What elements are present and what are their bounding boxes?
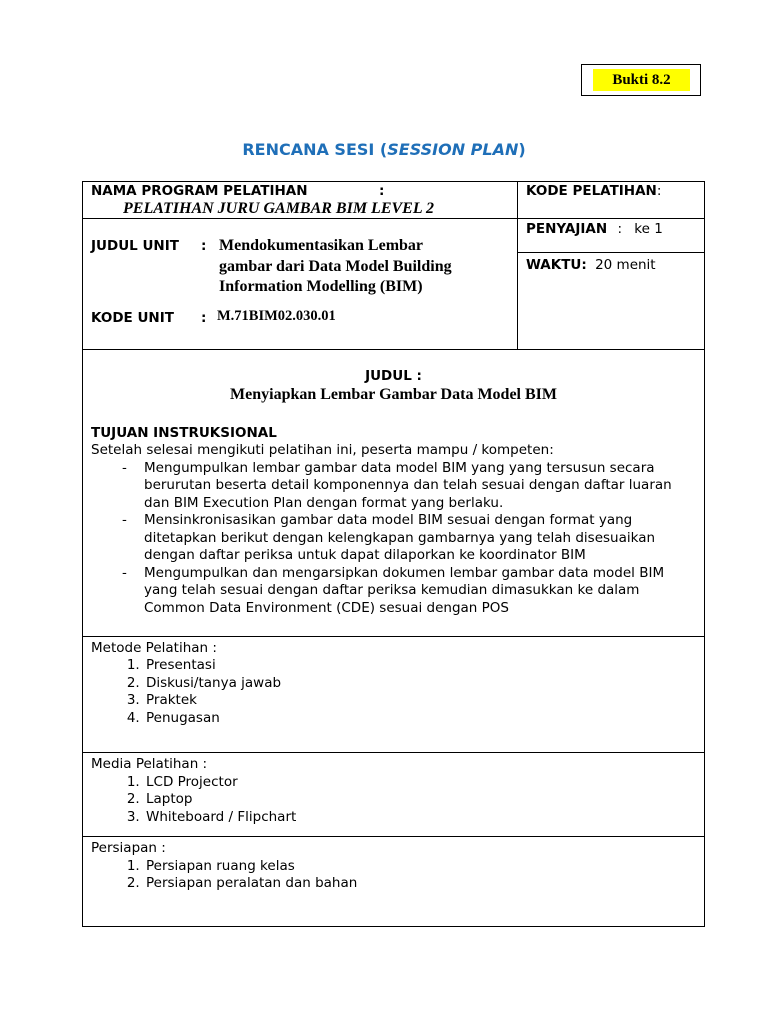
program-cell [83, 182, 518, 219]
judul-value: Menyiapkan Lembar Gambar Data Model BIM [230, 386, 557, 403]
evidence-badge-box [581, 64, 701, 96]
judul-unit-value [219, 236, 452, 298]
media-cell [83, 753, 705, 837]
tujuan-heading: TUJUAN INSTRUKSIONAL [91, 425, 277, 441]
waktu-label: WAKTU [526, 257, 582, 273]
tujuan-item: - Mensinkronisasikan gambar data model BIM sesuai dengan format yang ditetapkan berikut dengan kelengkapan gambarnya yang telah disesuaikan dengan daftar periksa untuk dapat dilaporkan ke koordinator BIM [122, 512, 696, 565]
media-item: 2. Laptop [144, 791, 696, 809]
program-name: PELATIHAN JURU GAMBAR BIM LEVEL 2 [123, 200, 435, 217]
media-list [91, 774, 696, 827]
page-title [0, 140, 768, 159]
title-main: RENCANA SESI ( [242, 140, 388, 159]
tujuan-intro: Setelah selesai mengikuti pelatihan ini, peserta mampu / kompeten: [91, 442, 554, 458]
penyajian-colon: : [617, 221, 622, 237]
tujuan-item: - Mengumpulkan lembar gambar data model BIM yang yang tersusun secara berurutan beserta detail komponennya dan telah sesuai dengan daftar luaran dan BIM Execution Plan dengan format yang berlaku. [122, 460, 696, 513]
kode-unit-value: M.71BIM02.030.01 [217, 308, 336, 324]
metode-item: 1. Presentasi [144, 657, 696, 675]
judul-unit-line-2: gambar dari Data Model Building [219, 257, 452, 275]
tujuan-list [91, 460, 696, 618]
metode-item: 3. Praktek [144, 692, 696, 710]
evidence-badge: Bukti 8.2 [593, 69, 690, 91]
metode-item: 2. Diskusi/tanya jawab [144, 675, 696, 693]
title-italic: SESSION PLAN [387, 140, 519, 159]
persiapan-heading: Persiapan : [91, 840, 166, 856]
judul-unit-line-1: Mendokumentasikan Lembar [219, 237, 424, 254]
kode-pelatihan-cell [518, 182, 705, 219]
persiapan-item: 1. Persiapan ruang kelas [144, 858, 696, 876]
metode-heading: Metode Pelatihan : [91, 640, 217, 656]
penyajian-label: PENYAJIAN [526, 221, 608, 237]
waktu-cell [518, 253, 705, 350]
kode-unit-label: KODE UNIT [91, 310, 174, 326]
penyajian-cell [518, 219, 705, 253]
title-close: ) [518, 140, 526, 159]
unit-cell [83, 219, 518, 350]
kode-pelatihan-label: KODE PELATIHAN [526, 183, 657, 199]
penyajian-value: ke 1 [634, 221, 663, 237]
persiapan-cell [83, 837, 705, 927]
waktu-value: 20 menit [595, 257, 656, 273]
persiapan-list [91, 858, 696, 893]
judul-unit-label: JUDUL UNIT [91, 238, 179, 254]
session-plan-table [82, 181, 705, 927]
persiapan-item: 2. Persiapan peralatan dan bahan [144, 875, 696, 893]
program-label: NAMA PROGRAM PELATIHAN [91, 183, 308, 199]
kode-pelatihan-colon: : [656, 183, 662, 199]
media-item: 3. Whiteboard / Flipchart [144, 809, 696, 827]
tujuan-item: - Mengumpulkan dan mengarsipkan dokumen lembar gambar data model BIM yang telah sesuai dengan daftar periksa kemudian dimasukkan ke dalam Common Data Environment (CDE) sesuai dengan POS [122, 565, 696, 618]
waktu-colon: : [581, 257, 587, 273]
media-heading: Media Pelatihan : [91, 756, 208, 772]
judul-unit-colon: : [201, 238, 207, 254]
media-item: 1. LCD Projector [144, 774, 696, 792]
metode-cell [83, 637, 705, 753]
metode-item: 4. Penugasan [144, 710, 696, 728]
metode-list [91, 657, 696, 727]
judul-unit-line-3: Information Modelling (BIM) [219, 278, 423, 295]
judul-tujuan-cell [83, 350, 705, 637]
judul-label: JUDUL : [365, 368, 422, 384]
program-colon: : [379, 183, 385, 199]
kode-unit-colon: : [201, 310, 207, 326]
